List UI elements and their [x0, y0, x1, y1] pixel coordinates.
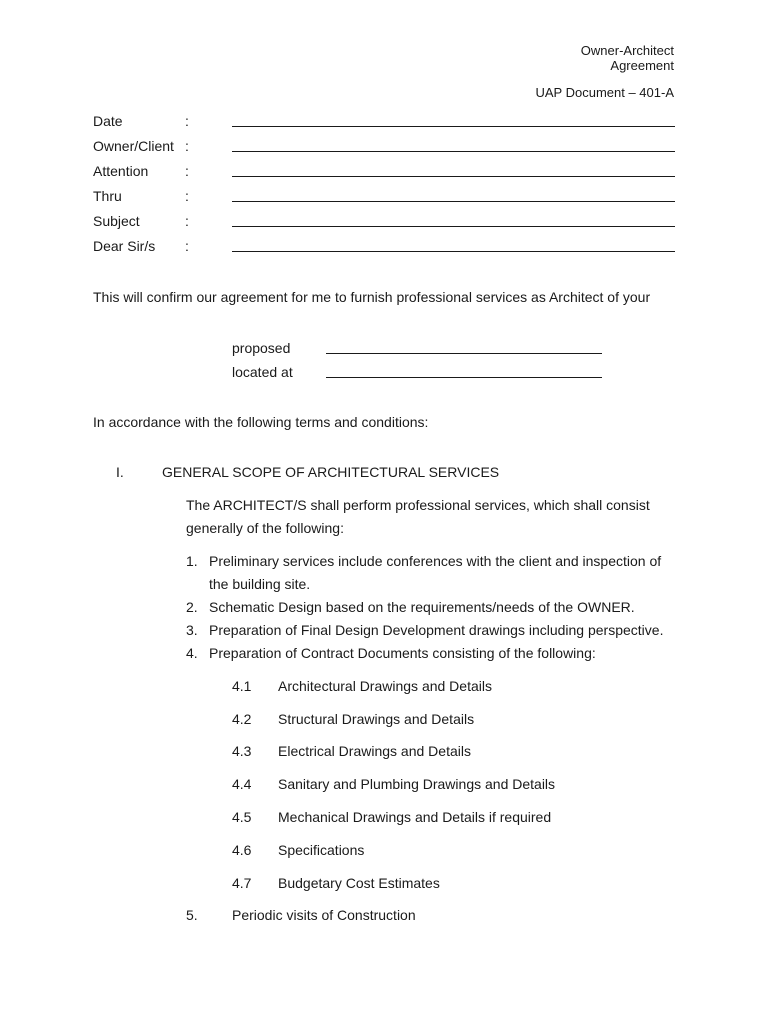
header-title-line2: Agreement — [610, 58, 674, 73]
sublist-item-text: Electrical Drawings and Details — [278, 743, 471, 759]
sublist-item-number: 4.4 — [232, 776, 252, 792]
sublist-item-number: 4.2 — [232, 711, 252, 727]
list-item-number: 2. — [186, 599, 198, 615]
field-owner-client — [93, 138, 675, 160]
field-colon: : — [185, 188, 189, 204]
list-item-text: Preparation of Final Design Development drawings including perspective. — [209, 622, 664, 638]
header-title-line1: Owner-Architect — [580, 43, 674, 58]
sublist-item-text: Architectural Drawings and Details — [278, 678, 492, 694]
sublist-item-text: Sanitary and Plumbing Drawings and Details — [278, 776, 556, 792]
fill-in-line[interactable] — [232, 201, 675, 202]
list-item-text: Preparation of Contract Documents consisting of the following: — [209, 645, 596, 661]
field-label: Date — [93, 113, 123, 129]
field-colon: : — [185, 138, 189, 154]
field-colon: : — [185, 113, 189, 129]
sublist-item-text: Mechanical Drawings and Details if required — [278, 809, 552, 825]
field-colon: : — [185, 213, 189, 229]
field-date — [93, 113, 675, 135]
field-thru — [93, 188, 675, 210]
document-header — [581, 43, 674, 73]
fill-in-line[interactable] — [232, 126, 675, 127]
list-item-number: 5. — [186, 907, 198, 923]
fill-in-line[interactable] — [232, 226, 675, 227]
sublist-item-text: Specifications — [278, 842, 365, 858]
list-item-text: Periodic visits of Construction — [232, 907, 416, 923]
list-item-number: 4. — [186, 645, 198, 661]
sublist-item-number: 4.1 — [232, 678, 252, 694]
field-label: Dear Sir/s — [93, 238, 156, 254]
field-label: Owner/Client — [93, 138, 174, 154]
list-item-text: the building site. — [209, 576, 311, 592]
list-item-number: 1. — [186, 553, 198, 569]
fill-in-line[interactable] — [232, 176, 675, 177]
sublist-item-number: 4.6 — [232, 842, 252, 858]
sublist-item-number: 4.5 — [232, 809, 252, 825]
field-subject — [93, 213, 675, 235]
field-colon: : — [185, 163, 189, 179]
field-label: Subject — [93, 213, 140, 229]
field-attention — [93, 163, 675, 185]
project-location-label: located at — [232, 364, 293, 380]
field-label: Thru — [93, 188, 122, 204]
project-proposed — [232, 340, 602, 362]
intro-paragraph: This will confirm our agreement for me to furnish professional services as Architect of your — [93, 289, 651, 305]
section-paragraph-line1: The ARCHITECT/S shall perform professional services, which shall consist — [186, 497, 650, 513]
sublist-item-number: 4.3 — [232, 743, 252, 759]
list-item-text: Schematic Design based on the requirements/needs of the OWNER. — [209, 599, 635, 615]
fill-in-line[interactable] — [232, 251, 675, 252]
sublist-item-text: Structural Drawings and Details — [278, 711, 475, 727]
field-label: Attention — [93, 163, 149, 179]
fill-in-line[interactable] — [326, 377, 602, 378]
project-location — [232, 364, 602, 386]
terms-intro: In accordance with the following terms and conditions: — [93, 414, 429, 430]
fill-in-line[interactable] — [326, 353, 602, 354]
fill-in-line[interactable] — [232, 151, 675, 152]
list-item-text: Preliminary services include conferences with the client and inspection of — [209, 553, 662, 569]
section-numeral: I. — [116, 464, 124, 480]
section-title: GENERAL SCOPE OF ARCHITECTURAL SERVICES — [162, 464, 500, 480]
document-reference: UAP Document – 401-A — [535, 85, 674, 100]
list-item-number: 3. — [186, 622, 198, 638]
field-colon: : — [185, 238, 189, 254]
field-salutation — [93, 238, 675, 260]
project-proposed-label: proposed — [232, 340, 291, 356]
sublist-item-number: 4.7 — [232, 875, 252, 891]
sublist-item-text: Budgetary Cost Estimates — [278, 875, 440, 891]
section-paragraph-line2: generally of the following: — [186, 520, 344, 536]
